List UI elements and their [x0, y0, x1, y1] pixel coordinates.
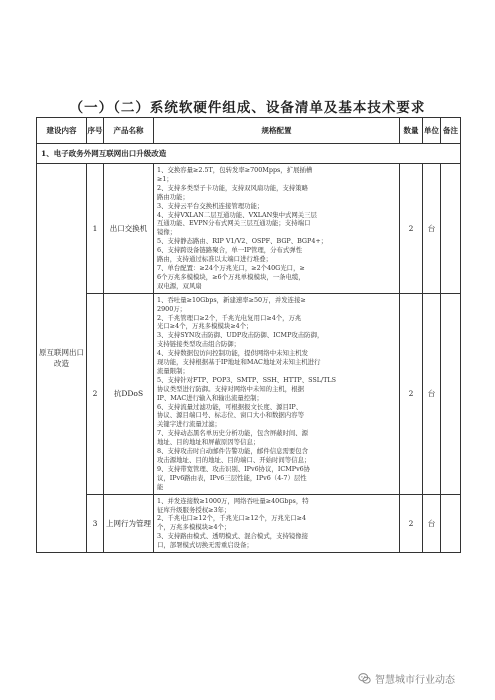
spec-line: 2、千兆管理口≥2个，千兆光电复用口≥4个，万兆: [157, 313, 302, 322]
header-unit: 单位: [423, 118, 441, 144]
spec-line: 6、支持跨设备链路聚合，单一IP管理，分布式弹性: [157, 246, 303, 255]
row-qty: 2: [400, 293, 423, 494]
wechat-icon: [358, 672, 371, 685]
row-spec: [154, 293, 400, 494]
spec-line: 镜像；: [157, 228, 177, 237]
spec-line: 8、支持攻击时自动邮件告警功能，邮件信息需要包含: [157, 447, 309, 456]
spec-line: 地址、目的地址和屏蔽原因等信息；: [157, 438, 260, 447]
row-qty: 2: [400, 164, 423, 294]
spec-line: 光口≥4个，万兆多模模块≥4个；: [157, 322, 253, 331]
row-seq: 3: [87, 494, 104, 552]
spec-line: 协议类型进行防御。支持对网络中未知的主机，根据: [157, 384, 304, 393]
table-header-row: [37, 118, 461, 144]
row-qty: 2: [400, 494, 423, 552]
spec-line: 路由功能；: [157, 192, 189, 201]
watermark: [358, 670, 490, 686]
spec-line: 双电源，双风扇: [157, 281, 202, 290]
spec-line: 2、支持多类型子卡功能，支持双风扇功能，支持策略: [157, 183, 309, 192]
row-name: 抗DDoS: [104, 293, 154, 494]
page-title: （一）（二）系统软硬件组成、设备清单及基本技术要求: [69, 100, 426, 116]
spec-line: 现功能，支持根据基于IP地址和MAC地址对未知主机进行: [157, 358, 321, 367]
spec-line: 7、单台配置：≥24个万兆光口，≥2个40G光口，≥: [157, 263, 305, 272]
watermark-text: 智慧城市行业动态: [375, 674, 455, 686]
row-seq: 1: [87, 164, 104, 294]
spec-line: 1、吞吐量≥10Gbps，新建速率≥50万，并发连接≥: [157, 295, 306, 304]
spec-line: 2、千兆电口≥12个，千兆光口≥12个，万兆光口≥4: [157, 514, 307, 523]
category-cell: 原互联网出口改造: [37, 164, 87, 553]
table-row: [37, 494, 461, 552]
row-name: 出口交换机: [104, 164, 154, 294]
spec-line: 征库升级服务授权≥3年；: [157, 505, 231, 514]
spec-line: 6、支持流量过滤功能，可根据报文长度、源目IP、: [157, 402, 303, 411]
row-seq: 2: [87, 293, 104, 494]
spec-line: 互通功能、EVPN分布式网关三层互通功能；支持端口: [157, 219, 311, 228]
header-name: 产品名称: [104, 118, 154, 144]
spec-line: 4、支持VXLAN二层互通功能、VXLAN集中式网关三层: [157, 210, 317, 219]
header-note: 备注: [441, 118, 461, 144]
spec-line: 6个万兆多模模块，≥6个万兆单模模块，一条电缆，: [157, 272, 305, 281]
spec-line: 9、支持带宽管理、攻击识别、IPv6协议，ICMPv6协: [157, 464, 311, 473]
header-qty: 数量: [400, 118, 423, 144]
row-spec: [154, 494, 400, 552]
row-unit: 台: [423, 293, 441, 494]
row-note: [441, 494, 461, 552]
spec-line: 能: [157, 482, 164, 491]
table-row: [37, 293, 461, 494]
spec-line: 3、支持云平台交换机连接管理功能；: [157, 201, 264, 210]
table-row: [37, 164, 461, 294]
row-note: [441, 293, 461, 494]
row-name: 上网行为管理: [104, 494, 154, 552]
spec-line: 协议、源目端口号、标志位、窗口大小和数据内容等: [157, 411, 304, 420]
header-seq: 序号: [87, 118, 104, 144]
header-spec: 规格配置: [154, 118, 400, 144]
spec-line: 1、并发连接数≥1000万，网络吞吐量≥40Gbps，特: [157, 496, 309, 505]
row-note: [441, 164, 461, 294]
spec-line: ≥1；: [157, 174, 173, 183]
spec-line: IP、MAC进行输入和输出流量控制；: [157, 393, 263, 402]
spec-line: 口，部署模式切换无需重启设备；: [157, 541, 253, 550]
spec-line: 支持链接类型攻击组合防御；: [157, 340, 241, 349]
spec-line: 流量限制；: [157, 366, 189, 375]
row-spec: [154, 164, 400, 294]
section-row: [37, 144, 461, 164]
spec-line: 攻击源地址、目的地址、目的端口、开始时间等信息；: [157, 456, 311, 464]
equipment-table: [36, 117, 461, 553]
section-title: 1、电子政务外网互联网出口升级改造: [37, 144, 461, 164]
spec-line: 2900万；: [157, 304, 187, 313]
row-unit: 台: [423, 494, 441, 552]
spec-line: 7、支持动态黑名单历史分析功能，包含屏蔽时间、源: [157, 429, 309, 438]
spec-line: 3、支持SYN攻击防御、UDP攻击防御、ICMP攻击防御，: [157, 331, 324, 340]
header-content: 建设内容: [37, 118, 87, 144]
row-unit: 台: [423, 164, 441, 294]
spec-line: 个，万兆多模模块≥4个；: [157, 523, 231, 532]
spec-line: 4、支持数据包访问控制功能，提供网络中未知主机发: [157, 349, 309, 358]
spec-line: 路由，支持通过标准以太端口进行堆叠；: [157, 255, 273, 264]
spec-line: 1、交换容量≥2.5T，包转发率≥700Mpps，扩展插槽: [157, 166, 313, 174]
spec-line: 5、支持针对FTP、POP3、SMTP、SSH、HTTP、SSL/TLS: [157, 375, 337, 384]
spec-line: 议，IPv6路由表，IPv6三层性能，IPv6（4-7）层性: [157, 473, 307, 482]
spec-line: 3、支持路由模式、透明模式、混合模式，支持镜像接: [157, 532, 309, 541]
spec-line: 关键字进行流量过滤；: [157, 420, 221, 429]
spec-line: 5、支持静态路由、RIP V1/V2、OSPF、BGP、BGP4+；: [157, 237, 328, 246]
